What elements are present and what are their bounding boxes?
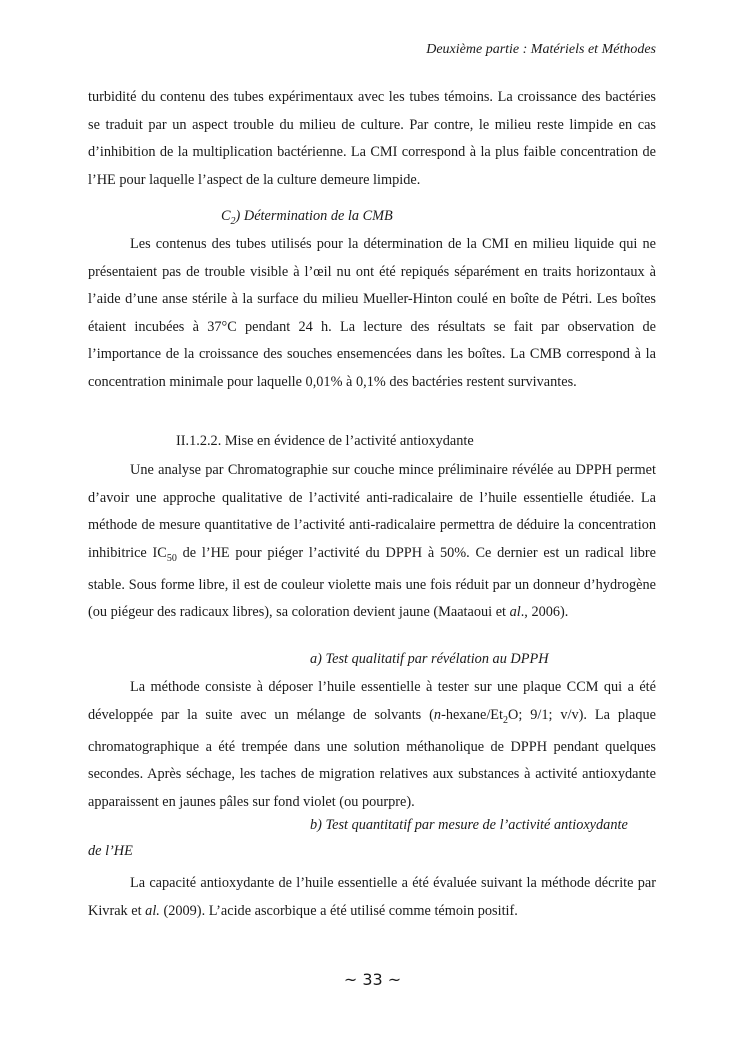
paragraph-cmb: Les contenus des tubes utilisés pour la détermination de la CMI en milieu liquide qui ne présentaient pas de trouble visible à l’œil nu ont été repiqués séparément en traits horizontaux à l’aide d’une anse stérile à la surface du milieu Mueller-Hinton coulé en boîte de Pétri. Les boîtes étaient incubées à 37°C pendant 24 h. La lecture des résultats se fait par observation de l’importance de la croissance des souches ensemencées dans les boîtes. La CMB correspond à la concentration minimale pour laquelle 0,01% à 0,1% des bactéries restent survivantes. bbox=[88, 236, 656, 390]
heading-cmb: $C_2$) Détermination de la CMB bbox=[221, 208, 393, 227]
heading-antioxidant-activity: II.1.2.2. Mise en évidence de l’activité antioxydante bbox=[176, 433, 474, 449]
page-number: ~ 33 ~ bbox=[343, 970, 402, 989]
paragraph-quantitative-test: La capacité antioxydante de l’huile essentielle a été évaluée suivant la méthode décrite par Kivrak et al. (2009). L’acide ascorbique a été utilisé comme témoin positif. bbox=[88, 875, 656, 919]
paragraph-antioxidant: Une analyse par Chromatographie sur couche mince préliminaire révélée au DPPH permet d’avoir une approche qualitative de l’activité anti-radicalaire de l’huile essentielle étudiée. La méthode de mesure quantitative de l’activité anti-radicalaire permettra de déduire la concentration inhibitrice $IC_{50}$ de l’HE pour piéger l’activité du DPPH à 50%. Ce dernier est un radical libre stable. Sous forme libre, il est de couleur violette mais une fois réduit par un donneur d’hydrogène (ou piégeur des radicaux libres), sa coloration devient jaune (Maataoui et al., 2006). bbox=[88, 462, 656, 621]
heading-quantitative-test-continued: de l’HE bbox=[88, 843, 133, 859]
paragraph-qualitative-test: La méthode consiste à déposer l’huile essentielle à tester sur une plaque CCM qui a été développée par la suite avec un mélange de solvants ($n-hexane/Et_2O$; 9/1; v/v). La plaque chromatographique a été trempée dans une solution méthanolique de DPPH pendant quelques secondes. Après séchage, les taches de migration relatives aux substances à activité antioxydante apparaissent en jaunes pâles sur fond violet (ou pourpre). bbox=[88, 679, 656, 810]
heading-qualitative-test: a) Test qualitatif par révélation au DPPH bbox=[310, 651, 549, 667]
running-header: Deuxième partie : Matériels et Méthodes bbox=[426, 42, 656, 57]
paragraph-turbidity: turbidité du contenu des tubes expérimentaux avec les tubes témoins. La croissance des bactéries se traduit par un aspect trouble du milieu de culture. Par contre, le milieu reste limpide en cas d’inhibition de la multiplication bactérienne. La CMI correspond à la plus faible concentration de l’HE pour laquelle l’aspect de la culture demeure limpide. bbox=[88, 89, 656, 188]
heading-quantitative-test: b) Test quantitatif par mesure de l’activité antioxydante bbox=[310, 817, 628, 833]
